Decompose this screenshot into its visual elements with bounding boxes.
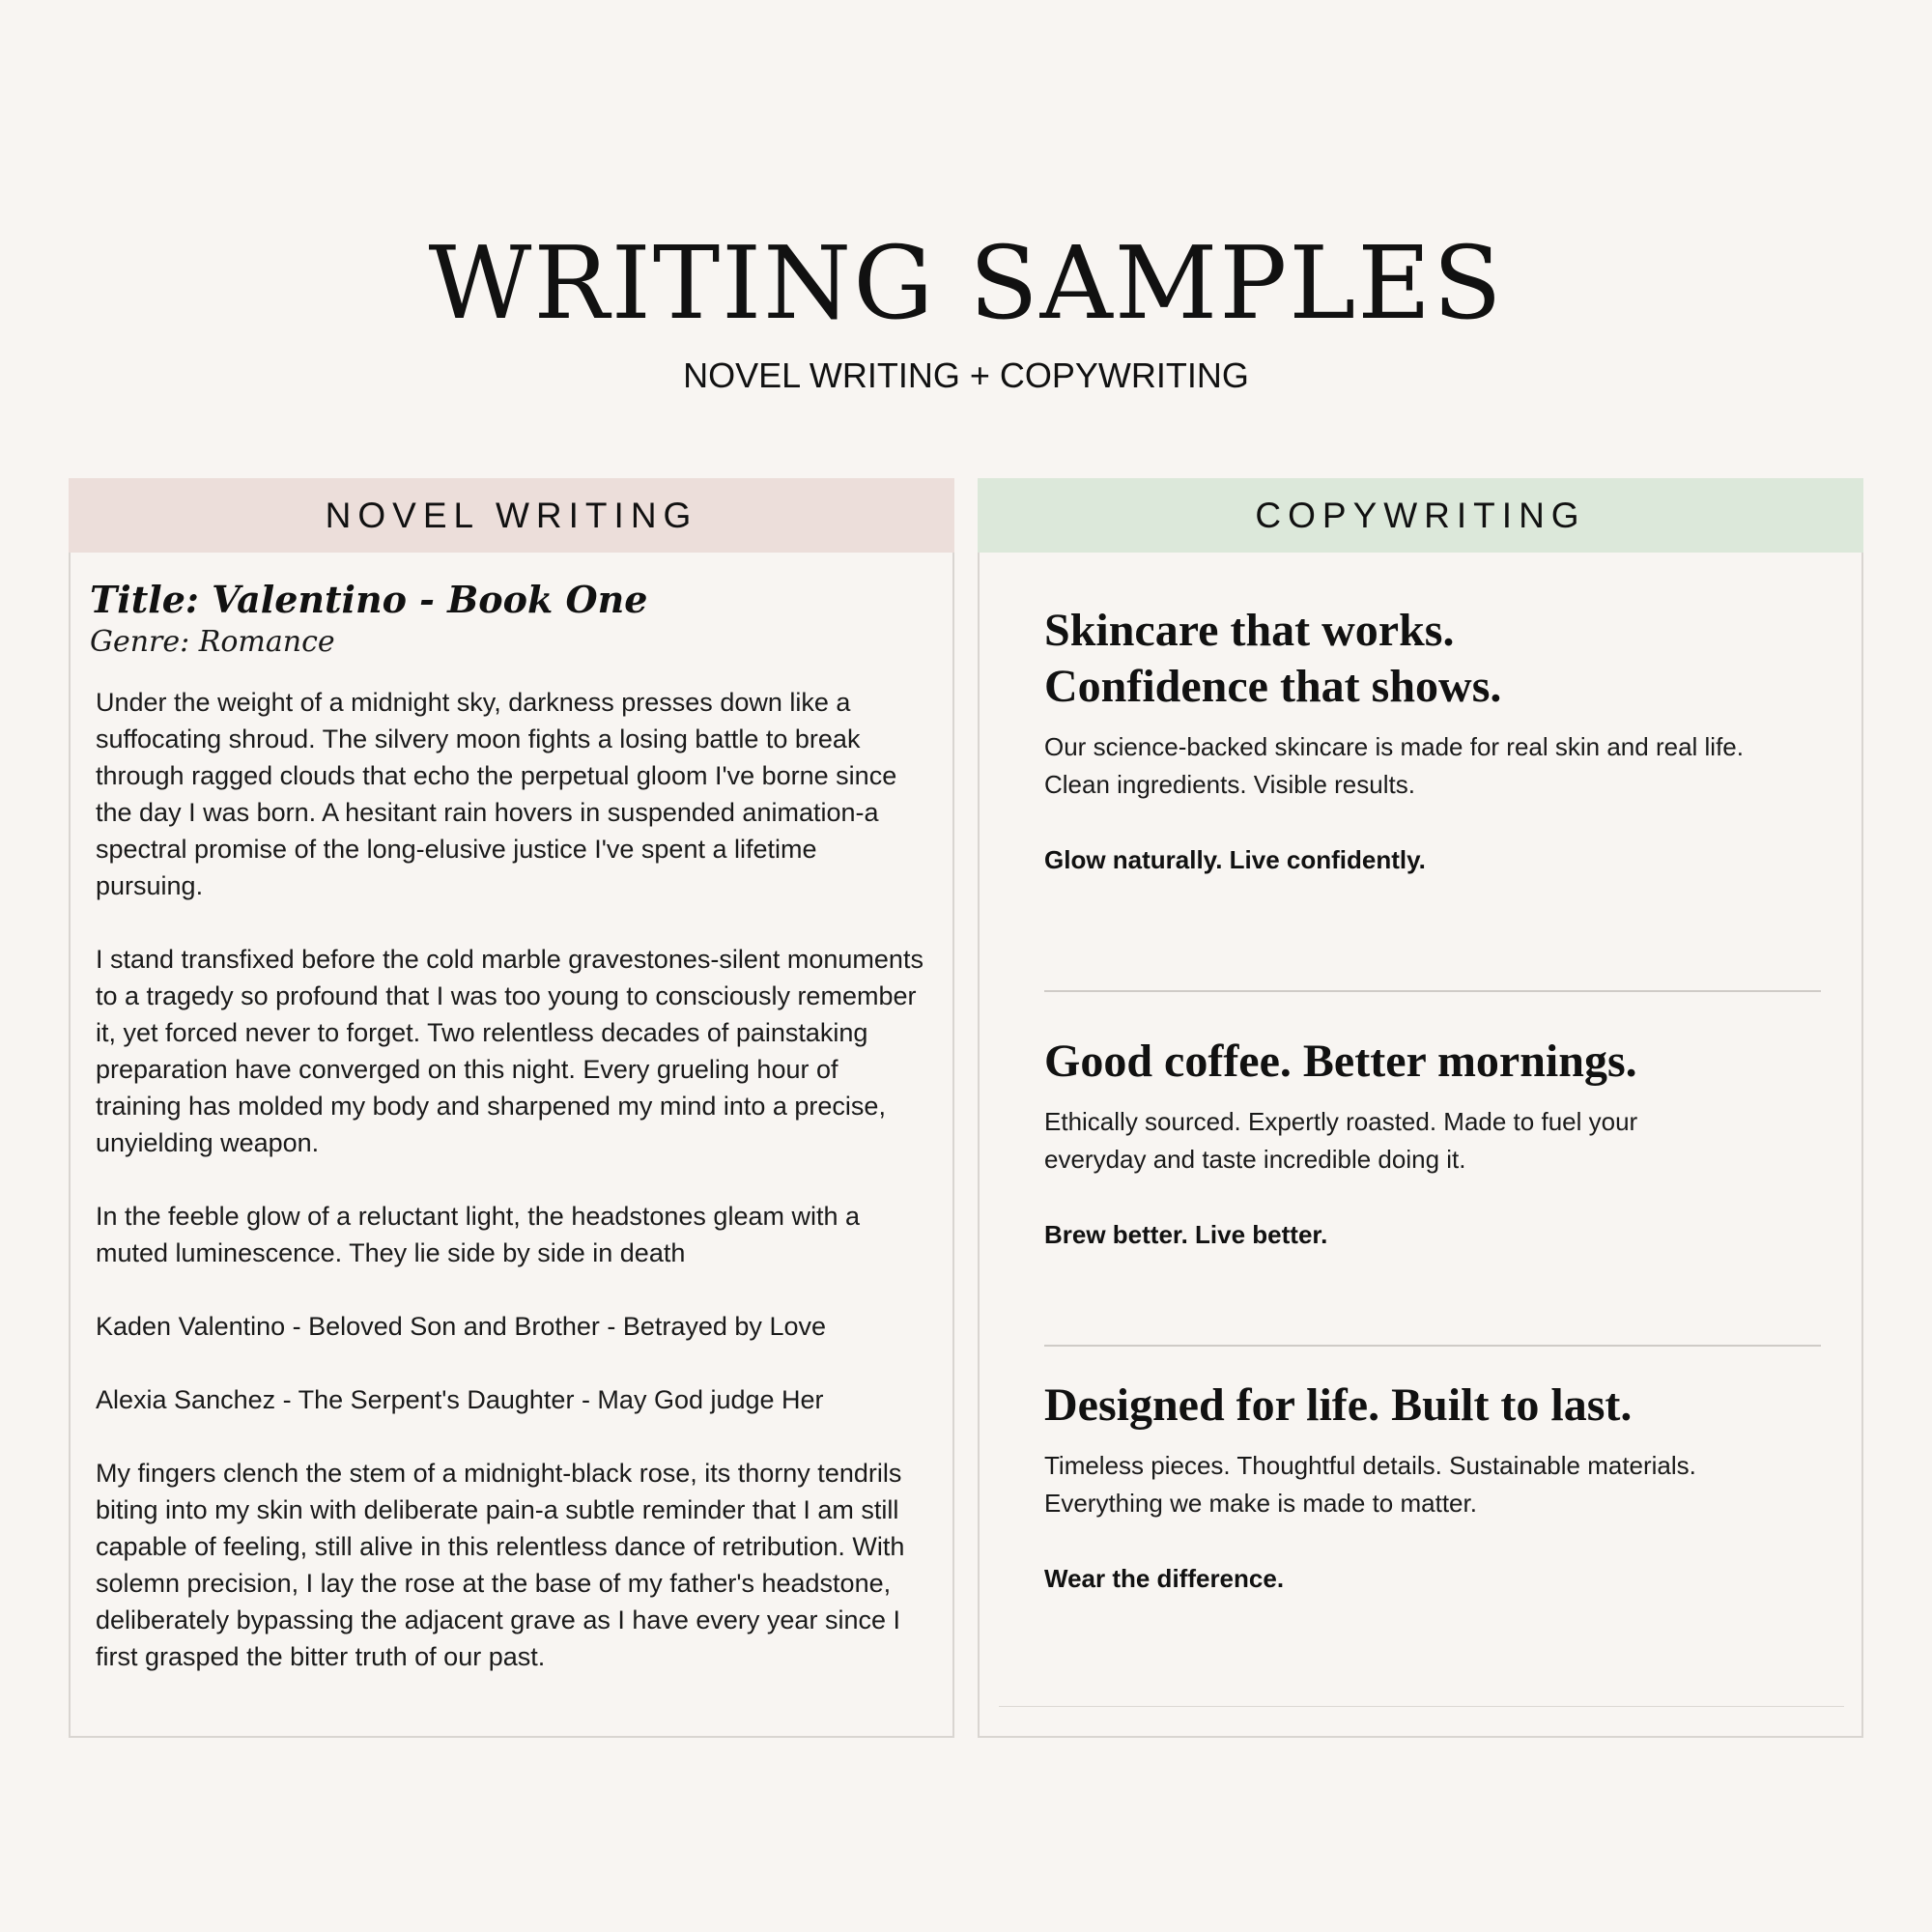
page-subtitle: NOVEL WRITING + COPYWRITING (683, 355, 1249, 395)
copy-body-line: Timeless pieces. Thoughtful details. Sustainable materials. (1044, 1451, 1696, 1480)
divider (1044, 1345, 1821, 1347)
novel-paragraph: In the feeble glow of a reluctant light, the headstones gleam with a muted luminescence. They lie side by side in death (96, 1202, 861, 1267)
copy-body (1044, 1103, 1822, 1179)
copy-headline: Good coffee. Better mornings. (1044, 1036, 1637, 1087)
copywriting-header: COPYWRITING (978, 478, 1863, 553)
novel-paragraph: Under the weight of a midnight sky, darkness presses down like a suffocating shroud. The silvery moon fights a losing battle to break through ragged clouds that echo the perpetual gloom I've borne since the day I was born. A hesitant rain hovers in suspended animation-a spectral promise of the long-elusive justice I've spent a lifetime pursuing. (96, 688, 897, 900)
copy-body-line: Ethically sourced. Expertly roasted. Made to fuel your (1044, 1107, 1638, 1136)
novel-writing-header: NOVEL WRITING (69, 478, 954, 553)
copy-tagline: Wear the difference. (1044, 1564, 1285, 1593)
copy-headline-line: Skincare that works. (1044, 605, 1455, 656)
copy-headline: Designed for life. Built to last. (1044, 1379, 1633, 1431)
divider (999, 1706, 1844, 1707)
copy-body-line: everyday and taste incredible doing it. (1044, 1145, 1466, 1174)
copy-headline-line: Confidence that shows. (1044, 661, 1502, 712)
copywriting-panel (978, 553, 1863, 1738)
novel-paragraph: I stand transfixed before the cold marble gravestones-silent monuments to a tragedy so profound that I was too young to consciously remember it, yet forced never to forget. Two relentless decades of painstaking preparation have converged on this night. Every grueling hour of training has molded my body and sharpened my mind into a precise, unyielding weapon. (96, 945, 923, 1157)
copy-sample-skincare (1044, 603, 1822, 879)
copy-tagline: Glow naturally. Live confidently. (1044, 845, 1426, 874)
novel-excerpt (96, 684, 926, 1712)
novel-genre: Genre: Romance (90, 625, 335, 659)
novel-paragraph: My fingers clench the stem of a midnight-black rose, its thorny tendrils biting into my skin with deliberate pain-a subtle reminder that I am still capable of feeling, still alive in this relentless dance of retribution. With solemn precision, I lay the rose at the base of my father's headstone, deliberately bypassing the adjacent grave as I have every year since I first grasped the bitter truth of our past. (96, 1459, 905, 1671)
copy-body (1044, 728, 1822, 804)
novel-writing-panel (69, 553, 954, 1738)
divider (1044, 990, 1821, 992)
copy-sample-coffee (1044, 1034, 1822, 1254)
copy-body-line: Our science-backed skincare is made for real skin and real life. (1044, 732, 1744, 761)
copy-body-line: Everything we make is made to matter. (1044, 1489, 1477, 1518)
novel-paragraph: Kaden Valentino - Beloved Son and Brother - Betrayed by Love (96, 1312, 826, 1341)
copy-tagline: Brew better. Live better. (1044, 1220, 1328, 1249)
copy-body-line: Clean ingredients. Visible results. (1044, 770, 1415, 799)
novel-paragraph: Alexia Sanchez - The Serpent's Daughter - May God judge Her (96, 1385, 824, 1414)
page-title: WRITING SAMPLES (428, 224, 1504, 342)
copy-sample-apparel (1044, 1378, 1822, 1598)
novel-title: Title: Valentino - Book One (90, 578, 648, 621)
copy-headline (1044, 603, 1822, 715)
copy-body (1044, 1447, 1822, 1522)
